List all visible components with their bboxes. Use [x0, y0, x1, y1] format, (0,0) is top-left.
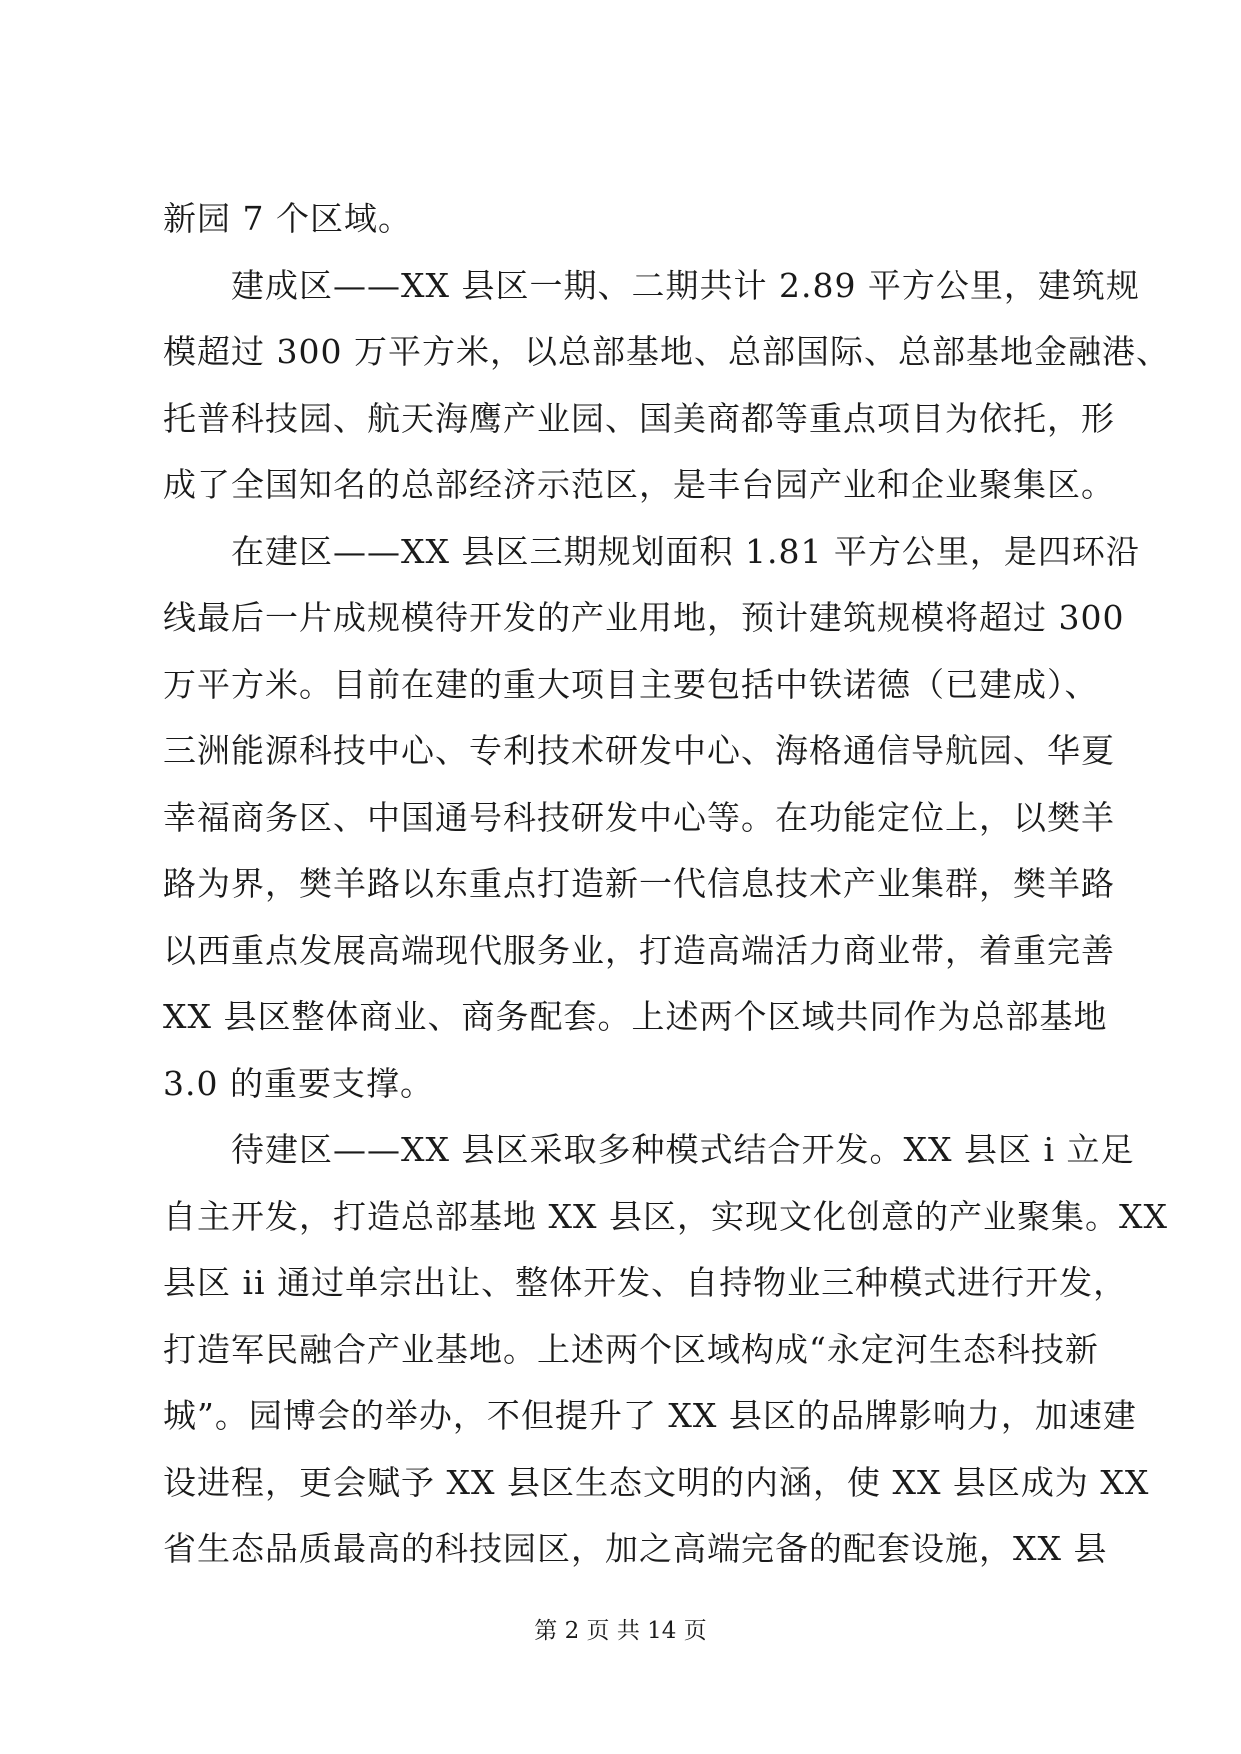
- text-line: 以西重点发展高端现代服务业，打造高端活力商业带，着重完善: [163, 930, 1115, 970]
- text-line: 在建区——XX 县区三期规划面积 1.81 平方公里，是四环沿: [163, 531, 1140, 571]
- text-line: 新园 7 个区域。: [163, 199, 412, 238]
- text-line: 打造军民融合产业基地。上述两个区域构成“永定河生态科技新: [163, 1329, 1099, 1369]
- text-line: 3.0 的重要支撑。: [163, 1063, 434, 1103]
- text-line: 省生态品质最高的科技园区，加之高端完备的配套设施，XX 县: [163, 1529, 1108, 1568]
- text-line: XX 县区整体商业、商务配套。上述两个区域共同作为总部基地: [163, 997, 1108, 1036]
- text-line: 城”。园博会的举办，不但提升了 XX 县区的品牌影响力，加速建: [163, 1396, 1137, 1435]
- text-line: 托普科技园、航天海鹰产业园、国美商都等重点项目为依托，形: [163, 398, 1115, 438]
- text-line: 线最后一片成规模待开发的产业用地，预计建筑规模将超过 300: [163, 598, 1125, 637]
- text-line: 设进程，更会赋予 XX 县区生态文明的内涵，使 XX 县区成为 XX: [163, 1462, 1150, 1502]
- text-line: 万平方米。目前在建的重大项目主要包括中铁诺德（已建成）、: [163, 664, 1099, 704]
- text-line: 县区 ii 通过单宗出让、整体开发、自持物业三种模式进行开发，: [163, 1263, 1128, 1302]
- text-line: 路为界，樊羊路以东重点打造新一代信息技术产业集群，樊羊路: [163, 864, 1115, 903]
- text-line: 自主开发，打造总部基地 XX 县区，实现文化创意的产业聚集。XX: [163, 1196, 1168, 1236]
- text-line: 建成区——XX 县区一期、二期共计 2.89 平方公里，建筑规: [163, 265, 1140, 305]
- text-line: 模超过 300 万平方米，以总部基地、总部国际、总部基地金融港、: [163, 332, 1170, 371]
- text-line: 待建区——XX 县区采取多种模式结合开发。XX 县区 i 立足: [163, 1130, 1135, 1169]
- text-line: 幸福商务区、中国通号科技研发中心等。在功能定位上，以樊羊: [163, 797, 1115, 837]
- text-line: 三洲能源科技中心、专利技术研发中心、海格通信导航园、华夏: [163, 731, 1115, 770]
- text-line: 成了全国知名的总部经济示范区，是丰台园产业和企业聚集区。: [163, 465, 1115, 504]
- page-number-footer: 第 2 页 共 14 页: [534, 1617, 707, 1644]
